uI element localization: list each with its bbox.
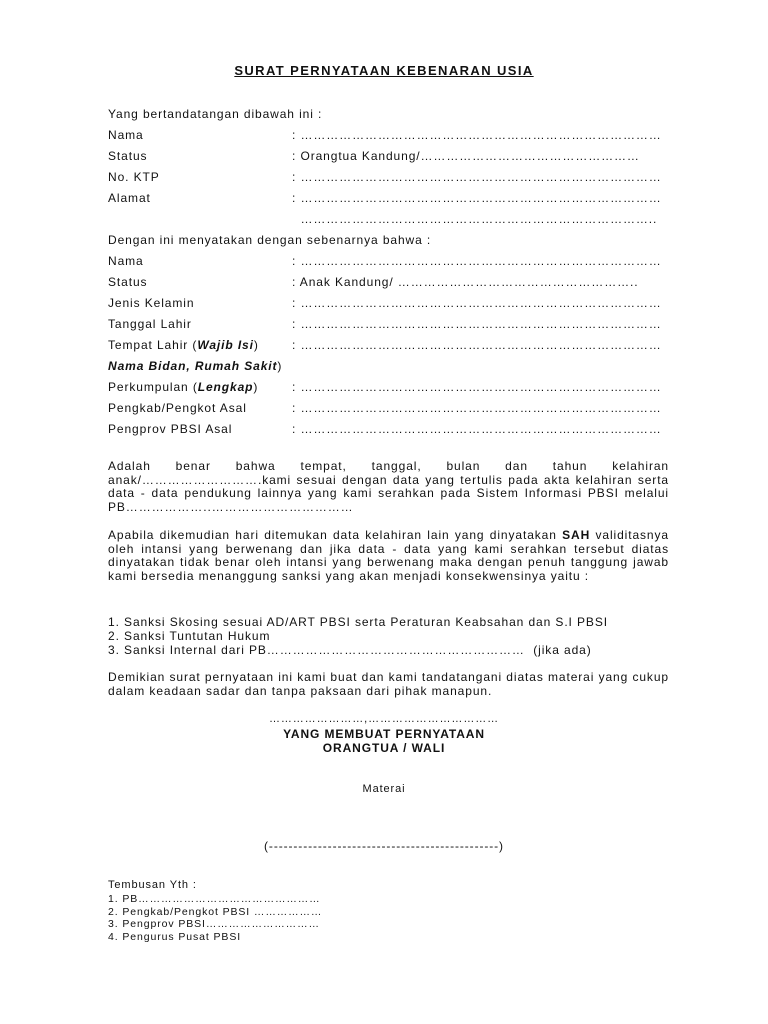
birthplace-note: [108, 359, 282, 373]
sanction-item-1: 1. Sanksi Skosing sesuai AD/ART PBSI serta Peraturan Keabsahan dan S.I PBSI: [108, 615, 608, 629]
signer-status-label: Status: [108, 149, 148, 163]
pengprov-label: Pengprov PBSI Asal: [108, 422, 233, 436]
birthplace-label-prefix: Tempat Lahir (: [108, 338, 198, 352]
club-label-suffix: ): [253, 380, 259, 394]
sanction-item-2: 2. Sanksi Tuntutan Hukum: [108, 629, 271, 643]
cc-heading: Tembusan Yth :: [108, 879, 197, 891]
birthplace-label-bold: Wajib Isi: [197, 338, 254, 352]
signer-status-value: : Orangtua Kandung/……………………………………………: [292, 149, 640, 163]
signature-maker: YANG MEMBUAT PERNYATAAN: [283, 727, 485, 741]
child-gender-label: Jenis Kelamin: [108, 296, 195, 310]
child-birthdate-value: : …………………………………………………………………………: [292, 317, 662, 331]
statement-intro: Dengan ini menyatakan dengan sebenarnya bahwa :: [108, 233, 432, 247]
child-birthdate-label: Tanggal Lahir: [108, 317, 192, 331]
birthplace-note-bold: Nama Bidan, Rumah Sakit: [108, 359, 278, 373]
paragraph-truth-statement: Adalah benar bahwa tempat, tanggal, bulan dan tahun kelahiran anak/……………………….kami sesuai dengan data yang tertulis pada akta kelahiran serta data - data pendukung lainnya yang kami serahkan pada Sistem Informasi PBSI melalui PB………………..……………………………: [108, 459, 669, 514]
document-title: [0, 63, 768, 78]
signer-ktp-value: : …………………………………………………………………………: [292, 170, 662, 184]
document-title-text: SURAT PERNYATAAN KEBENARAN USIA: [234, 63, 534, 78]
child-name-label: Nama: [108, 254, 144, 268]
birthplace-label: [108, 338, 259, 352]
paragraph-consequences-after: validitasnya oleh intansi yang berwenang dan jika data - data yang kami serahkan tersebut diatas dinyatakan tidak benar oleh intansi yang berwenang maka dengan penuh tanggung jawab kami bersedia menanggung sanksi yang akan menjadi konsekwensinya yaitu :: [108, 528, 669, 583]
signer-address-value: : …………………………………………………………………………: [292, 191, 662, 205]
signer-name-value: : …………………………………………………………………………: [292, 128, 662, 142]
signer-address-cont-value: ………………………………………………………………………..: [292, 212, 658, 226]
paragraph-consequences: [108, 529, 669, 583]
pengkab-value: : …………………………………………………………………………: [292, 401, 662, 415]
paragraph-consequences-bold: SAH: [562, 528, 591, 542]
pengprov-value: : …………………………………………………………………………: [292, 422, 662, 436]
child-status-label: Status: [108, 275, 148, 289]
signature-place-date: ……………………,……………………………: [268, 713, 500, 725]
club-label-prefix: Perkumpulan (: [108, 380, 198, 394]
club-label: [108, 380, 258, 394]
cc-item-4: 4. Pengurus Pusat PBSI: [108, 931, 242, 943]
intro-text: Yang bertandatangan dibawah ini :: [108, 107, 323, 121]
cc-item-1: 1. PB…………………………………………: [108, 893, 321, 905]
paragraph-closing: Demikian surat pernyataan ini kami buat dan kami tandatangani diatas materai yang cukup dalam keadaan sadar dan tanpa paksaan dari pihak manapun.: [108, 670, 669, 698]
child-gender-value: : …………………………………………………………………………: [292, 296, 662, 310]
club-value: : …………………………………………………………………………: [292, 380, 662, 394]
pengkab-label: Pengkab/Pengkot Asal: [108, 401, 247, 415]
birthplace-value: : …………………………………………………………………………: [292, 338, 662, 352]
sanction-item-3: 3. Sanksi Internal dari PB…………………………………………………… (jika ada): [108, 643, 592, 657]
birthplace-label-suffix: ): [253, 338, 259, 352]
birthplace-note-suffix: ): [277, 359, 283, 373]
signature-name-line: (-----------------------------------------------): [264, 839, 504, 853]
paragraph-consequences-before: Apabila dikemudian hari ditemukan data kelahiran lain yang dinyatakan: [108, 528, 563, 542]
signature-stamp-label: Materai: [362, 783, 406, 795]
child-name-value: : …………………………………………………………………………: [292, 254, 662, 268]
club-label-bold: Lengkap: [197, 380, 254, 394]
cc-item-3: 3. Pengprov PBSI…………………………: [108, 918, 320, 930]
signer-name-label: Nama: [108, 128, 144, 142]
signer-ktp-label: No. KTP: [108, 170, 160, 184]
signature-role: ORANGTUA / WALI: [322, 741, 446, 755]
cc-item-2: 2. Pengkab/Pengkot PBSI ………………: [108, 906, 323, 918]
signer-address-label: Alamat: [108, 191, 151, 205]
child-status-value: : Anak Kandung/ ………………………………………………..: [292, 275, 639, 289]
